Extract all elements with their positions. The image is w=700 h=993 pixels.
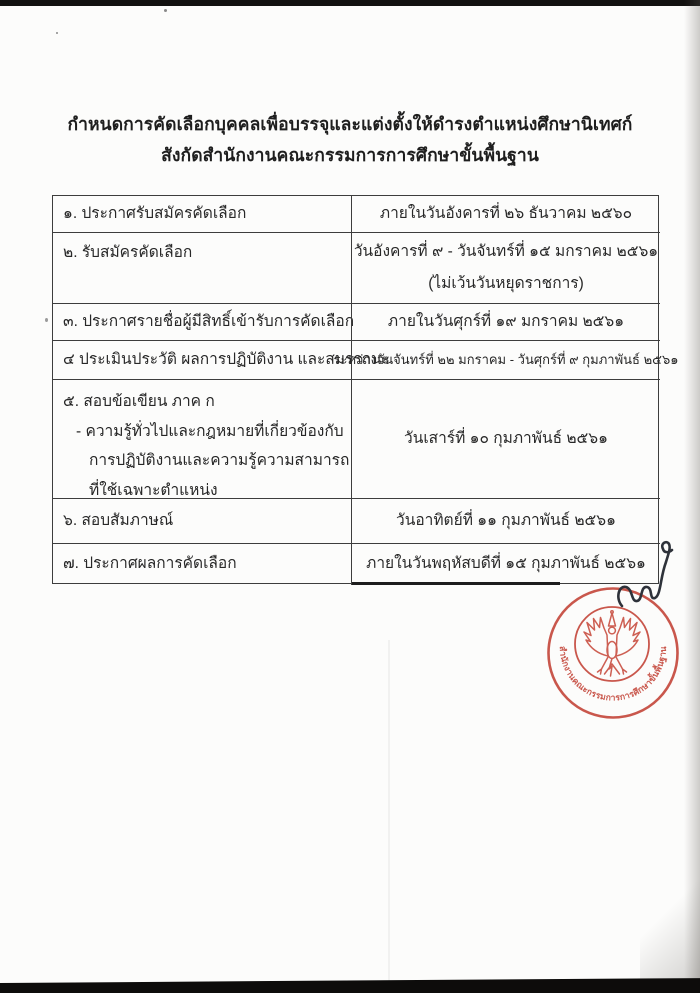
- activity-text: ๕. สอบข้อเขียน ภาค ก: [63, 393, 215, 410]
- table-cell-date-4: [333, 340, 679, 379]
- activity-text: ๓. ประกาศรายชื่อผู้มีสิทธิ์เข้ารับการคัดเลือก: [63, 312, 355, 330]
- scan-edge-bar-top: [0, 0, 700, 6]
- activity-text: ๒. รับสมัครคัดเลือก: [63, 244, 193, 261]
- activity-text: ๔ ประเมินประวัติ ผลการปฏิบัติงาน และสมรรถนะ: [63, 350, 390, 368]
- scan-corner-shade: [640, 865, 700, 985]
- table-cell-date-3: [351, 303, 660, 340]
- date-text: ระหว่างวันจันทร์ที่ ๒๒ มกราคม - วันศุกร์ที่ ๙ กุมภาพันธ์ ๒๕๖๑: [333, 351, 679, 367]
- date-text: ภายในวันพฤหัสบดีที่ ๑๕ กุมภาพันธ์ ๒๕๖๑: [366, 555, 646, 573]
- activity-subtext: การปฏิบัติงานและความรู้ความสามารถ: [89, 452, 350, 469]
- scan-speck: [164, 9, 167, 12]
- table-cell-date-5: [351, 379, 660, 498]
- table-cell-activity-5: [53, 379, 351, 498]
- stamp-organization-text: สำนักงานคณะกรรมการการศึกษาขั้นพื้นฐาน: [557, 645, 669, 703]
- table-cell-date-2: [351, 232, 660, 303]
- document-title-line2: สังกัดสำนักงานคณะกรรมการการศึกษาขั้นพื้นฐาน: [161, 145, 539, 165]
- date-note-text: (ไม่เว้นวันหยุดราชการ): [428, 274, 584, 292]
- scan-speck: [56, 32, 58, 34]
- schedule-table: [52, 195, 679, 584]
- activity-text: ๑. ประกาศรับสมัครคัดเลือก: [63, 204, 247, 222]
- table-cell-date-1: [351, 196, 660, 232]
- activity-subtext: ที่ใช้เฉพาะตำแหน่ง: [89, 481, 218, 499]
- date-text: ภายในวันศุกร์ที่ ๑๙ มกราคม ๒๕๖๑: [387, 312, 625, 330]
- scan-edge-bar-bottom: [0, 978, 700, 993]
- document-title-line1: กำหนดการคัดเลือกบุคคลเพื่อบรรจุและแต่งตั้งให้ดำรงตำแหน่งศึกษานิเทศก์: [67, 114, 633, 134]
- table-cell-activity-3: [53, 303, 355, 340]
- date-text: วันอังคารที่ ๙ - วันจันทร์ที่ ๑๕ มกราคม ๒๕๖๑: [353, 243, 659, 261]
- activity-subtext: - ความรู้ทั่วไปและกฎหมายที่เกี่ยวข้องกับ: [76, 422, 344, 440]
- date-text: ภายในวันอังคารที่ ๒๖ ธันวาคม ๒๕๖๐: [379, 204, 633, 222]
- table-cell-activity-7: [53, 543, 351, 585]
- activity-text: ๖. สอบสัมภาษณ์: [63, 511, 174, 529]
- table-bottom-dark-segment: [352, 582, 560, 585]
- activity-text: ๗. ประกาศผลการคัดเลือก: [63, 555, 237, 573]
- date-text: วันอาทิตย์ที่ ๑๑ กุมภาพันธ์ ๒๕๖๑: [396, 511, 616, 529]
- table-cell-activity-6: [53, 498, 351, 543]
- scan-speck: [45, 318, 48, 322]
- signature-ink: [600, 532, 695, 627]
- date-text: วันเสาร์ที่ ๑๐ กุมภาพันธ์ ๒๕๖๑: [404, 429, 608, 447]
- table-cell-activity-2: [53, 232, 351, 303]
- document-title: [0, 109, 700, 171]
- scan-fold-line: [388, 640, 390, 985]
- table-cell-activity-1: [53, 196, 351, 232]
- table-cell-activity-4: [53, 340, 390, 379]
